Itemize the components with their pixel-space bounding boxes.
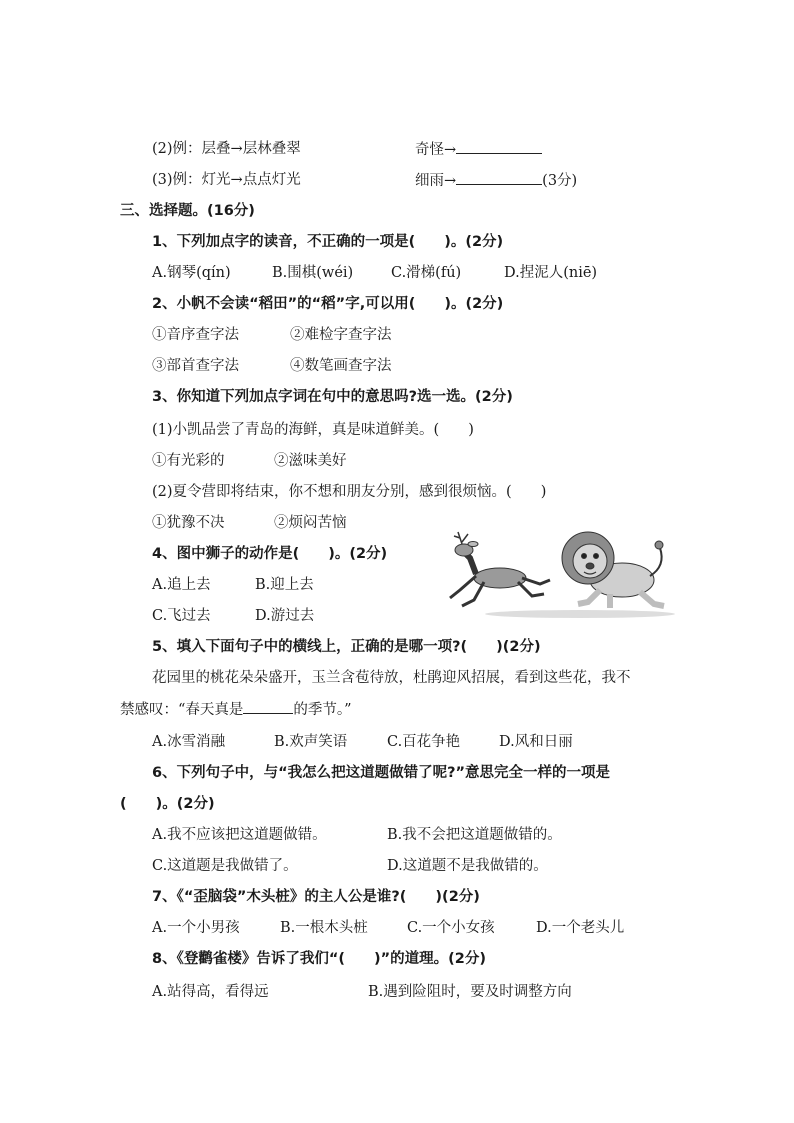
q2-option-4[interactable]: ④数笔画查字法 (290, 358, 392, 374)
q5-passage-line1: 花园里的桃花朵朵盛开，玉兰含苞待放，杜鹃迎风招展，看到这些花，我不 (152, 670, 631, 686)
q6-option-c[interactable]: C.这道题是我做错了。 (152, 858, 298, 874)
q5-option-a[interactable]: A.冰雪消融 (152, 734, 226, 750)
deer-figure (450, 532, 550, 606)
question-7-stem: 7、《“歪脑袋”木头桩》的主人公是谁?( )(2分) (152, 889, 480, 905)
q1-option-a[interactable]: A.钢琴(qín) (152, 265, 231, 281)
answer-blank[interactable] (456, 170, 542, 185)
question-5-stem: 5、填入下面句子中的横线上，正确的是哪一项?( )(2分) (152, 639, 541, 655)
q6-option-d[interactable]: D.这道题不是我做错的。 (387, 858, 548, 874)
q2-option-3[interactable]: ③部首查字法 (152, 358, 239, 374)
q7-option-d[interactable]: D.一个老头儿 (536, 920, 625, 936)
q5-answer-blank[interactable] (243, 699, 293, 714)
q6-option-b[interactable]: B.我不会把这道题做错的。 (387, 827, 562, 843)
q4-option-a[interactable]: A.追上去 (152, 577, 211, 593)
question-6-stem-line2: ( )。(2分) (120, 796, 215, 812)
word-prompt-3 (415, 170, 577, 191)
lion-figure (562, 532, 664, 608)
word-prompt-text: 奇怪→ (415, 142, 457, 158)
q5-option-c[interactable]: C.百花争艳 (387, 734, 461, 750)
q5-option-b[interactable]: B.欢声笑语 (274, 734, 348, 750)
q3-sub1: (1)小凯品尝了青岛的海鲜，真是味道鲜美。( ) (152, 422, 474, 438)
q7-option-b[interactable]: B.一根木头桩 (280, 920, 368, 936)
q5-passage-line2 (120, 699, 352, 720)
section-title: 三、选择题。(16分) (120, 203, 255, 219)
ground-shadow (485, 610, 675, 618)
lion-chasing-deer-illustration (440, 528, 675, 618)
q1-option-b[interactable]: B.围棋(wéi) (272, 265, 354, 281)
question-2-stem: 2、小帆不会读“稻田”的“稻”字,可以用( )。(2分) (152, 296, 504, 312)
word-prompt-2 (415, 139, 542, 160)
q8-option-b[interactable]: B.遇到险阻时，要及时调整方向 (368, 984, 572, 1000)
q4-option-c[interactable]: C.飞过去 (152, 608, 211, 624)
q4-option-d[interactable]: D.游过去 (255, 608, 315, 624)
q7-option-c[interactable]: C.一个小女孩 (407, 920, 495, 936)
question-1-stem: 1、下列加点字的读音，不正确的一项是( )。(2分) (152, 234, 504, 250)
q5-option-d[interactable]: D.风和日丽 (499, 734, 573, 750)
q3-sub1-option-2[interactable]: ②滋味美好 (274, 453, 347, 469)
q3-sub2-option-2[interactable]: ②烦闷苦恼 (274, 515, 347, 531)
q1-option-c[interactable]: C.滑梯(fú) (391, 265, 462, 281)
q3-sub2: (2)夏令营即将结束，你不想和朋友分别，感到很烦恼。( ) (152, 484, 547, 500)
question-8-stem: 8、《登鹳雀楼》告诉了我们“( )”的道理。(2分) (152, 951, 486, 967)
question-3-stem: 3、你知道下列加点字词在句中的意思吗?选一选。(2分) (152, 389, 513, 405)
q1-option-d[interactable]: D.捏泥人(niē) (504, 265, 598, 281)
q7-option-a[interactable]: A.一个小男孩 (152, 920, 240, 936)
q2-option-2[interactable]: ②难检字查字法 (290, 327, 392, 343)
passage-text: 禁感叹：“春天真是 (120, 702, 244, 718)
question-6-stem-line1: 6、下列句子中，与“我怎么把这道题做错了呢?”意思完全一样的一项是 (152, 765, 611, 781)
word-prompt-text: 细雨→ (415, 173, 457, 189)
passage-text: 的季节。” (293, 702, 352, 718)
q4-option-b[interactable]: B.迎上去 (255, 577, 314, 593)
q2-option-1[interactable]: ①音序查字法 (152, 327, 239, 343)
example-row-2: (2)例：层叠→层林叠翠 (152, 141, 301, 157)
q6-option-a[interactable]: A.我不应该把这道题做错。 (152, 827, 327, 843)
answer-blank[interactable] (456, 139, 542, 154)
example-row-3: (3)例：灯光→点点灯光 (152, 172, 301, 188)
score-text: (3分) (542, 173, 578, 189)
q3-sub1-option-1[interactable]: ①有光彩的 (152, 453, 225, 469)
q8-option-a[interactable]: A.站得高，看得远 (152, 984, 269, 1000)
q3-sub2-option-1[interactable]: ①犹豫不决 (152, 515, 225, 531)
question-4-stem: 4、图中狮子的动作是( )。(2分) (152, 546, 388, 562)
